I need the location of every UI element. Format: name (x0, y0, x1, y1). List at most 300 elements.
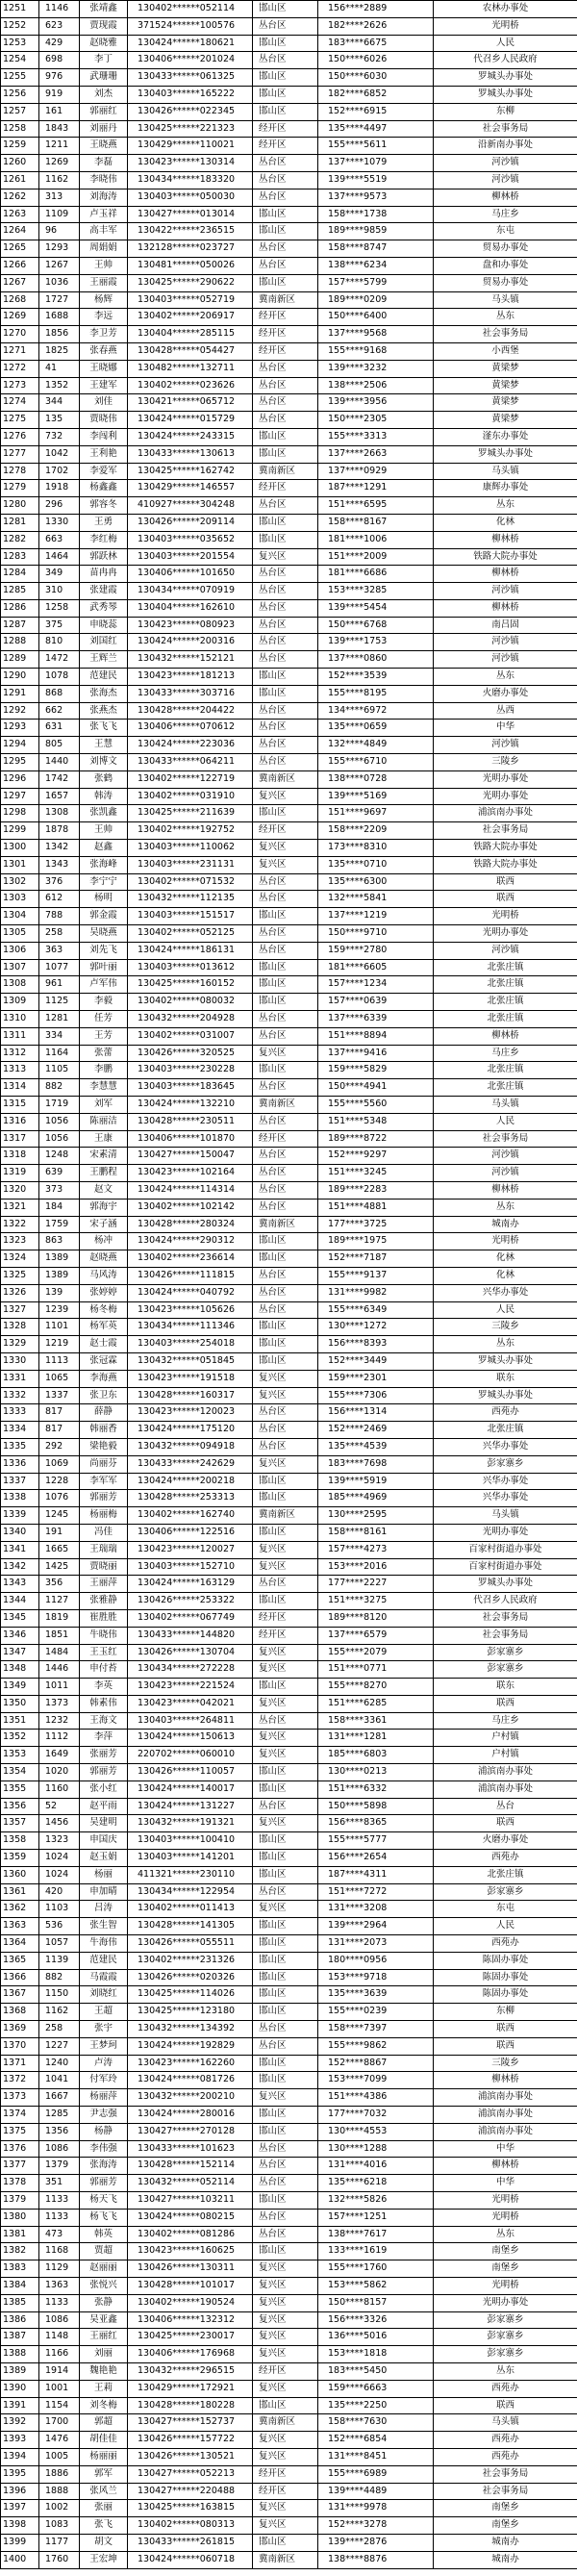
street-cell: 北张庄镇 (434, 1079, 577, 1097)
record-id-cell: 788 (39, 908, 80, 925)
table-row (1, 274, 577, 291)
street-cell: 北张庄镇 (434, 976, 577, 994)
phone-cell: 182****2626 (318, 17, 434, 35)
row-number-cell: 1325 (1, 1267, 39, 1284)
street-cell: 西苑办 (434, 2380, 577, 2397)
record-id-cell: 1308 (39, 805, 80, 822)
id-number-cell: 130434******111346 (128, 1319, 253, 1336)
district-cell: 邯山区 (253, 1850, 318, 1867)
row-number-cell: 1363 (1, 1918, 39, 1935)
district-cell: 丛台区 (253, 891, 318, 908)
person-name-cell: 申加晴 (80, 1883, 128, 1901)
phone-cell: 135****6300 (318, 873, 434, 891)
record-id-cell: 1083 (39, 2517, 80, 2535)
id-number-cell: 130428******180228 (128, 2397, 253, 2414)
table-row (1, 1352, 577, 1370)
district-cell: 复兴区 (253, 2500, 318, 2517)
table-row (1, 1062, 577, 1079)
id-number-cell: 130402******236614 (128, 1250, 253, 1268)
row-number-cell: 1399 (1, 2534, 39, 2551)
street-cell: 人民 (434, 35, 577, 52)
district-cell: 复兴区 (253, 2260, 318, 2278)
record-id-cell: 662 (39, 702, 80, 720)
person-name-cell: 梁艳毅 (80, 1438, 128, 1455)
district-cell: 丛台区 (253, 873, 318, 891)
row-number-cell: 1277 (1, 445, 39, 463)
row-number-cell: 1316 (1, 1113, 39, 1130)
person-name-cell: 张静 (80, 2294, 128, 2311)
street-cell: 社会事务局 (434, 2483, 577, 2500)
person-name-cell: 刘丽 (80, 2346, 128, 2363)
id-number-cell: 130482******132711 (128, 360, 253, 377)
person-name-cell: 赵晓雅 (80, 35, 128, 52)
row-number-cell: 1338 (1, 1490, 39, 1507)
id-number-cell: 130432******191321 (128, 1815, 253, 1832)
district-cell: 邯山区 (253, 1233, 318, 1250)
phone-cell: 135****6218 (318, 2175, 434, 2192)
row-number-cell: 1317 (1, 1130, 39, 1148)
table-row (1, 463, 577, 480)
record-id-cell: 1168 (39, 2243, 80, 2260)
district-cell: 邯山区 (253, 1935, 318, 1953)
row-number-cell: 1276 (1, 428, 39, 445)
street-cell: 代召乡人民政府 (434, 52, 577, 69)
phone-cell: 132****5841 (318, 891, 434, 908)
table-row (1, 1644, 577, 1661)
street-cell: 化林 (434, 1250, 577, 1268)
district-cell: 邯山区 (253, 1062, 318, 1079)
record-id-cell: 344 (39, 394, 80, 412)
table-row (1, 959, 577, 976)
phone-cell: 135****4539 (318, 1438, 434, 1455)
table-row (1, 1181, 577, 1199)
record-id-cell: 1825 (39, 342, 80, 360)
table-row (1, 1233, 577, 1250)
record-id-cell: 1851 (39, 1627, 80, 1644)
id-number-cell: 130427******152737 (128, 2414, 253, 2432)
phone-cell: 137****9416 (318, 1045, 434, 1062)
district-cell: 冀南新区 (253, 1097, 318, 1114)
person-name-cell: 魏艳艳 (80, 2362, 128, 2380)
table-row (1, 1541, 577, 1558)
phone-cell: 183****5450 (318, 2362, 434, 2380)
person-name-cell: 李鹏 (80, 1062, 128, 1079)
record-id-cell: 376 (39, 873, 80, 891)
street-cell: 柳林桥 (434, 189, 577, 206)
id-number-cell: 130403******231131 (128, 856, 253, 873)
phone-cell: 131****9982 (318, 1284, 434, 1301)
street-cell: 兴华办事处 (434, 1284, 577, 1301)
street-cell: 联东 (434, 1679, 577, 1696)
person-name-cell: 郭金霞 (80, 908, 128, 925)
district-cell: 邯山区 (253, 959, 318, 976)
street-cell: 河沙镇 (434, 737, 577, 754)
id-number-cell: 130423******181213 (128, 669, 253, 686)
record-id-cell: 1133 (39, 2294, 80, 2311)
district-cell: 经开区 (253, 480, 318, 497)
person-name-cell: 卢军伟 (80, 976, 128, 994)
district-cell: 邯山区 (253, 2397, 318, 2414)
id-number-cell: 130426******130311 (128, 2260, 253, 2278)
phone-cell: 177****3725 (318, 1216, 434, 1233)
table-row (1, 2107, 577, 2124)
phone-cell: 158****7630 (318, 2414, 434, 2432)
district-cell: 复兴区 (253, 2277, 318, 2294)
record-id-cell: 1702 (39, 463, 80, 480)
person-name-cell: 王梦珂 (80, 2037, 128, 2055)
record-id-cell: 1057 (39, 1935, 80, 1953)
district-cell: 经开区 (253, 120, 318, 138)
phone-cell: 151****7272 (318, 1883, 434, 1901)
district-cell: 丛台区 (253, 583, 318, 600)
district-cell: 邯山区 (253, 86, 318, 103)
person-name-cell: 张冠霖 (80, 1352, 128, 1370)
id-number-cell: 130423******120023 (128, 1404, 253, 1422)
street-cell: 马头镇 (434, 2414, 577, 2432)
record-id-cell: 1042 (39, 445, 80, 463)
person-name-cell: 武秀琴 (80, 599, 128, 617)
record-id-cell: 810 (39, 634, 80, 651)
person-name-cell: 吴晓燕 (80, 925, 128, 943)
id-number-cell: 130424******080215 (128, 2209, 253, 2226)
phone-cell: 135****0710 (318, 856, 434, 873)
id-number-cell: 130432******204928 (128, 1011, 253, 1028)
person-name-cell: 李毅 (80, 994, 128, 1011)
person-name-cell: 张风兰 (80, 2483, 128, 2500)
record-id-cell: 639 (39, 1165, 80, 1182)
row-number-cell: 1306 (1, 942, 39, 959)
street-cell: 社会事务局 (434, 120, 577, 138)
district-cell: 丛台区 (253, 2037, 318, 2055)
id-number-cell: 130434******070919 (128, 583, 253, 600)
table-row (1, 1850, 577, 1867)
street-cell: 光明办事处 (434, 788, 577, 805)
phone-cell: 155****7306 (318, 1387, 434, 1404)
id-number-cell: 130425******160152 (128, 976, 253, 994)
person-name-cell: 郭军 (80, 2465, 128, 2483)
row-number-cell: 1296 (1, 770, 39, 788)
district-cell: 邯山区 (253, 1832, 318, 1850)
person-name-cell: 张丽芳 (80, 1747, 128, 1764)
id-number-cell: 130426******130704 (128, 1644, 253, 1661)
district-cell: 冀南新区 (253, 2414, 318, 2432)
table-row (1, 2192, 577, 2210)
street-cell: 光明办事处 (434, 770, 577, 788)
phone-cell: 138****2506 (318, 377, 434, 394)
person-name-cell: 刘国红 (80, 634, 128, 651)
person-name-cell: 杨军英 (80, 1319, 128, 1336)
row-number-cell: 1387 (1, 2329, 39, 2346)
street-cell: 西苑办 (434, 2432, 577, 2449)
district-cell: 复兴区 (253, 1558, 318, 1576)
id-number-cell: 130424******060718 (128, 2551, 253, 2568)
table-row (1, 1045, 577, 1062)
table-row (1, 1319, 577, 1336)
table-row (1, 2055, 577, 2072)
person-name-cell: 王丽霞 (80, 274, 128, 291)
record-id-cell: 1002 (39, 2500, 80, 2517)
street-cell: 光明桥 (434, 2277, 577, 2294)
id-number-cell: 130402******031910 (128, 788, 253, 805)
district-cell: 复兴区 (253, 856, 318, 873)
person-name-cell: 贾现霞 (80, 17, 128, 35)
person-name-cell: 王丽红 (80, 2329, 128, 2346)
record-id-cell: 1285 (39, 2107, 80, 2124)
phone-cell: 177****7032 (318, 2107, 434, 2124)
row-number-cell: 1299 (1, 822, 39, 840)
id-number-cell: 130403******141201 (128, 1850, 253, 1867)
record-id-cell: 1258 (39, 599, 80, 617)
phone-cell: 152****6854 (318, 2432, 434, 2449)
phone-cell: 152****9297 (318, 1148, 434, 1165)
person-name-cell: 韩英 (80, 2226, 128, 2243)
street-cell: 联西 (434, 873, 577, 891)
street-cell: 黄梁梦 (434, 412, 577, 429)
phone-cell: 151****6285 (318, 1695, 434, 1712)
row-number-cell: 1370 (1, 2037, 39, 2055)
district-cell: 经开区 (253, 1627, 318, 1644)
phone-cell: 182****6852 (318, 86, 434, 103)
id-number-cell: 130433******130613 (128, 445, 253, 463)
district-cell: 丛台区 (253, 1148, 318, 1165)
row-number-cell: 1392 (1, 2414, 39, 2432)
record-id-cell: 1041 (39, 2072, 80, 2089)
district-cell: 丛台区 (253, 1199, 318, 1216)
street-cell: 联西 (434, 1695, 577, 1712)
person-name-cell: 李萍 (80, 1730, 128, 1747)
street-cell: 马庄乡 (434, 1045, 577, 1062)
phone-cell: 156****2654 (318, 1850, 434, 1867)
row-number-cell: 1364 (1, 1935, 39, 1953)
table-row (1, 103, 577, 120)
street-cell: 黄梁梦 (434, 394, 577, 412)
id-number-cell: 130403******201554 (128, 548, 253, 566)
district-cell: 邯山区 (253, 1490, 318, 1507)
person-name-cell: 杨冬梅 (80, 1301, 128, 1319)
street-cell: 社会事务局 (434, 822, 577, 840)
record-id-cell: 1342 (39, 840, 80, 857)
person-name-cell: 杨静 (80, 2123, 128, 2140)
person-name-cell: 王晓燕 (80, 138, 128, 155)
row-number-cell: 1320 (1, 1181, 39, 1199)
record-id-cell: 1076 (39, 1490, 80, 1507)
row-number-cell: 1362 (1, 1901, 39, 1918)
id-number-cell: 130403******100410 (128, 1832, 253, 1850)
district-cell: 丛台区 (253, 155, 318, 172)
street-cell: 彭家寨乡 (434, 1883, 577, 1901)
street-cell: 西苑办 (434, 2448, 577, 2465)
table-row (1, 2037, 577, 2055)
person-name-cell: 赵玉娟 (80, 1850, 128, 1867)
street-cell: 黄梁梦 (434, 360, 577, 377)
id-number-cell: 130432******052114 (128, 2175, 253, 2192)
table-row (1, 1883, 577, 1901)
district-cell: 邯山区 (253, 2055, 318, 2072)
phone-cell: 157****1234 (318, 976, 434, 994)
record-id-cell: 1914 (39, 2362, 80, 2380)
id-number-cell: 130426******020326 (128, 1969, 253, 1986)
row-number-cell: 1265 (1, 240, 39, 258)
street-cell: 浦滨南办事处 (434, 2107, 577, 2124)
table-row (1, 1764, 577, 1781)
street-cell: 北张庄镇 (434, 1866, 577, 1883)
record-id-cell: 1056 (39, 1130, 80, 1148)
row-number-cell: 1283 (1, 548, 39, 566)
table-row (1, 342, 577, 360)
record-id-cell: 52 (39, 1798, 80, 1815)
table-row (1, 1370, 577, 1387)
phone-cell: 189****1975 (318, 1233, 434, 1250)
row-number-cell: 1259 (1, 138, 39, 155)
street-cell: 联西 (434, 2037, 577, 2055)
phone-cell: 155****6989 (318, 2465, 434, 2483)
phone-cell: 181****1006 (318, 531, 434, 548)
row-number-cell: 1347 (1, 1644, 39, 1661)
district-cell: 复兴区 (253, 788, 318, 805)
person-name-cell: 王丽萍 (80, 1576, 128, 1593)
row-number-cell: 1375 (1, 2123, 39, 2140)
street-cell: 北张庄镇 (434, 1011, 577, 1028)
table-row (1, 2089, 577, 2107)
table-row (1, 189, 577, 206)
row-number-cell: 1280 (1, 497, 39, 515)
street-cell: 柳林桥 (434, 1027, 577, 1045)
person-name-cell: 韩素伟 (80, 1695, 128, 1712)
person-name-cell: 张卫东 (80, 1387, 128, 1404)
street-cell: 贸易办事处 (434, 240, 577, 258)
person-name-cell: 陈丽洁 (80, 1113, 128, 1130)
district-cell: 经开区 (253, 1609, 318, 1627)
table-row (1, 1336, 577, 1353)
id-number-cell: 130426******111815 (128, 1267, 253, 1284)
table-row (1, 2551, 577, 2568)
district-cell: 丛台区 (253, 52, 318, 69)
row-number-cell: 1336 (1, 1455, 39, 1473)
phone-cell: 153****7099 (318, 2072, 434, 2089)
id-number-cell: 130426******130521 (128, 2448, 253, 2465)
record-id-cell: 1077 (39, 959, 80, 976)
row-number-cell: 1333 (1, 1404, 39, 1422)
row-number-cell: 1358 (1, 1832, 39, 1850)
person-name-cell: 贾超 (80, 2243, 128, 2260)
record-id-cell: 1127 (39, 1593, 80, 1610)
street-cell: 滏东办事处 (434, 428, 577, 445)
district-cell: 冀南新区 (253, 1507, 318, 1525)
person-name-cell: 张丽 (80, 2500, 128, 2517)
record-id-cell: 1129 (39, 2260, 80, 2278)
row-number-cell: 1331 (1, 1370, 39, 1387)
street-cell: 光明办事处 (434, 1524, 577, 1541)
row-number-cell: 1311 (1, 1027, 39, 1045)
row-number-cell: 1376 (1, 2140, 39, 2158)
person-name-cell: 王鹏程 (80, 1165, 128, 1182)
district-cell: 经开区 (253, 309, 318, 326)
phone-cell: 139****2964 (318, 1918, 434, 1935)
table-row (1, 120, 577, 138)
phone-cell: 180****0956 (318, 1952, 434, 1969)
row-number-cell: 1373 (1, 2089, 39, 2107)
row-number-cell: 1271 (1, 342, 39, 360)
person-name-cell: 刘先飞 (80, 942, 128, 959)
person-name-cell: 郭叶丽 (80, 959, 128, 976)
id-number-cell: 130424******163129 (128, 1576, 253, 1593)
district-cell: 丛台区 (253, 599, 318, 617)
row-number-cell: 1329 (1, 1336, 39, 1353)
person-name-cell: 赵丽丽 (80, 2260, 128, 2278)
table-row (1, 52, 577, 69)
phone-cell: 155****8195 (318, 685, 434, 702)
district-cell: 复兴区 (253, 1661, 318, 1679)
phone-cell: 155****6349 (318, 1301, 434, 1319)
record-id-cell: 1356 (39, 2123, 80, 2140)
district-cell: 邯山区 (253, 2123, 318, 2140)
record-id-cell: 1719 (39, 1097, 80, 1114)
district-cell: 邯山区 (253, 2072, 318, 2089)
person-name-cell: 范建民 (80, 1952, 128, 1969)
person-name-cell: 杨丽 (80, 1866, 128, 1883)
row-number-cell: 1400 (1, 2551, 39, 2568)
id-number-cell: 130426******253322 (128, 1593, 253, 1610)
record-id-cell: 1373 (39, 1695, 80, 1712)
table-row (1, 2243, 577, 2260)
id-number-cell: 130402******206917 (128, 309, 253, 326)
record-id-cell: 1269 (39, 155, 80, 172)
person-name-cell: 杨天飞 (80, 2192, 128, 2210)
street-cell: 东屯 (434, 223, 577, 240)
record-id-cell: 1657 (39, 788, 80, 805)
district-cell: 经开区 (253, 342, 318, 360)
row-number-cell: 1260 (1, 155, 39, 172)
table-row (1, 1730, 577, 1747)
district-cell: 邯山区 (253, 1986, 318, 2004)
table-row (1, 1815, 577, 1832)
record-id-cell: 363 (39, 942, 80, 959)
table-row (1, 599, 577, 617)
person-name-cell: 杨冲 (80, 1233, 128, 1250)
person-name-cell: 王帅 (80, 822, 128, 840)
table-row (1, 257, 577, 274)
district-cell: 复兴区 (253, 1695, 318, 1712)
id-number-cell: 130402******023626 (128, 377, 253, 394)
table-row (1, 2004, 577, 2021)
person-name-cell: 郭跃林 (80, 548, 128, 566)
row-number-cell: 1273 (1, 377, 39, 394)
district-cell: 丛台区 (253, 1113, 318, 1130)
row-number-cell: 1395 (1, 2465, 39, 2483)
table-row (1, 1490, 577, 1507)
person-name-cell: 王海文 (80, 1712, 128, 1730)
person-name-cell: 张生智 (80, 1918, 128, 1935)
phone-cell: 156****2889 (318, 1, 434, 18)
district-cell: 丛台区 (253, 1284, 318, 1301)
id-number-cell: 130432******296515 (128, 2362, 253, 2380)
phone-cell: 189****9859 (318, 223, 434, 240)
id-number-cell: 130406******176968 (128, 2346, 253, 2363)
person-name-cell: 吴建明 (80, 1815, 128, 1832)
phone-cell: 158****8161 (318, 1524, 434, 1541)
phone-cell: 139****5919 (318, 1473, 434, 1490)
person-name-cell: 贾晓丽 (80, 1558, 128, 1576)
row-number-cell: 1253 (1, 35, 39, 52)
id-number-cell: 130424******040792 (128, 1284, 253, 1301)
table-row (1, 2260, 577, 2278)
street-cell: 人民 (434, 1113, 577, 1130)
id-number-cell: 130402******190524 (128, 2294, 253, 2311)
row-number-cell: 1295 (1, 754, 39, 771)
row-number-cell: 1391 (1, 2397, 39, 2414)
phone-cell: 158****7397 (318, 2021, 434, 2038)
row-number-cell: 1382 (1, 2243, 39, 2260)
